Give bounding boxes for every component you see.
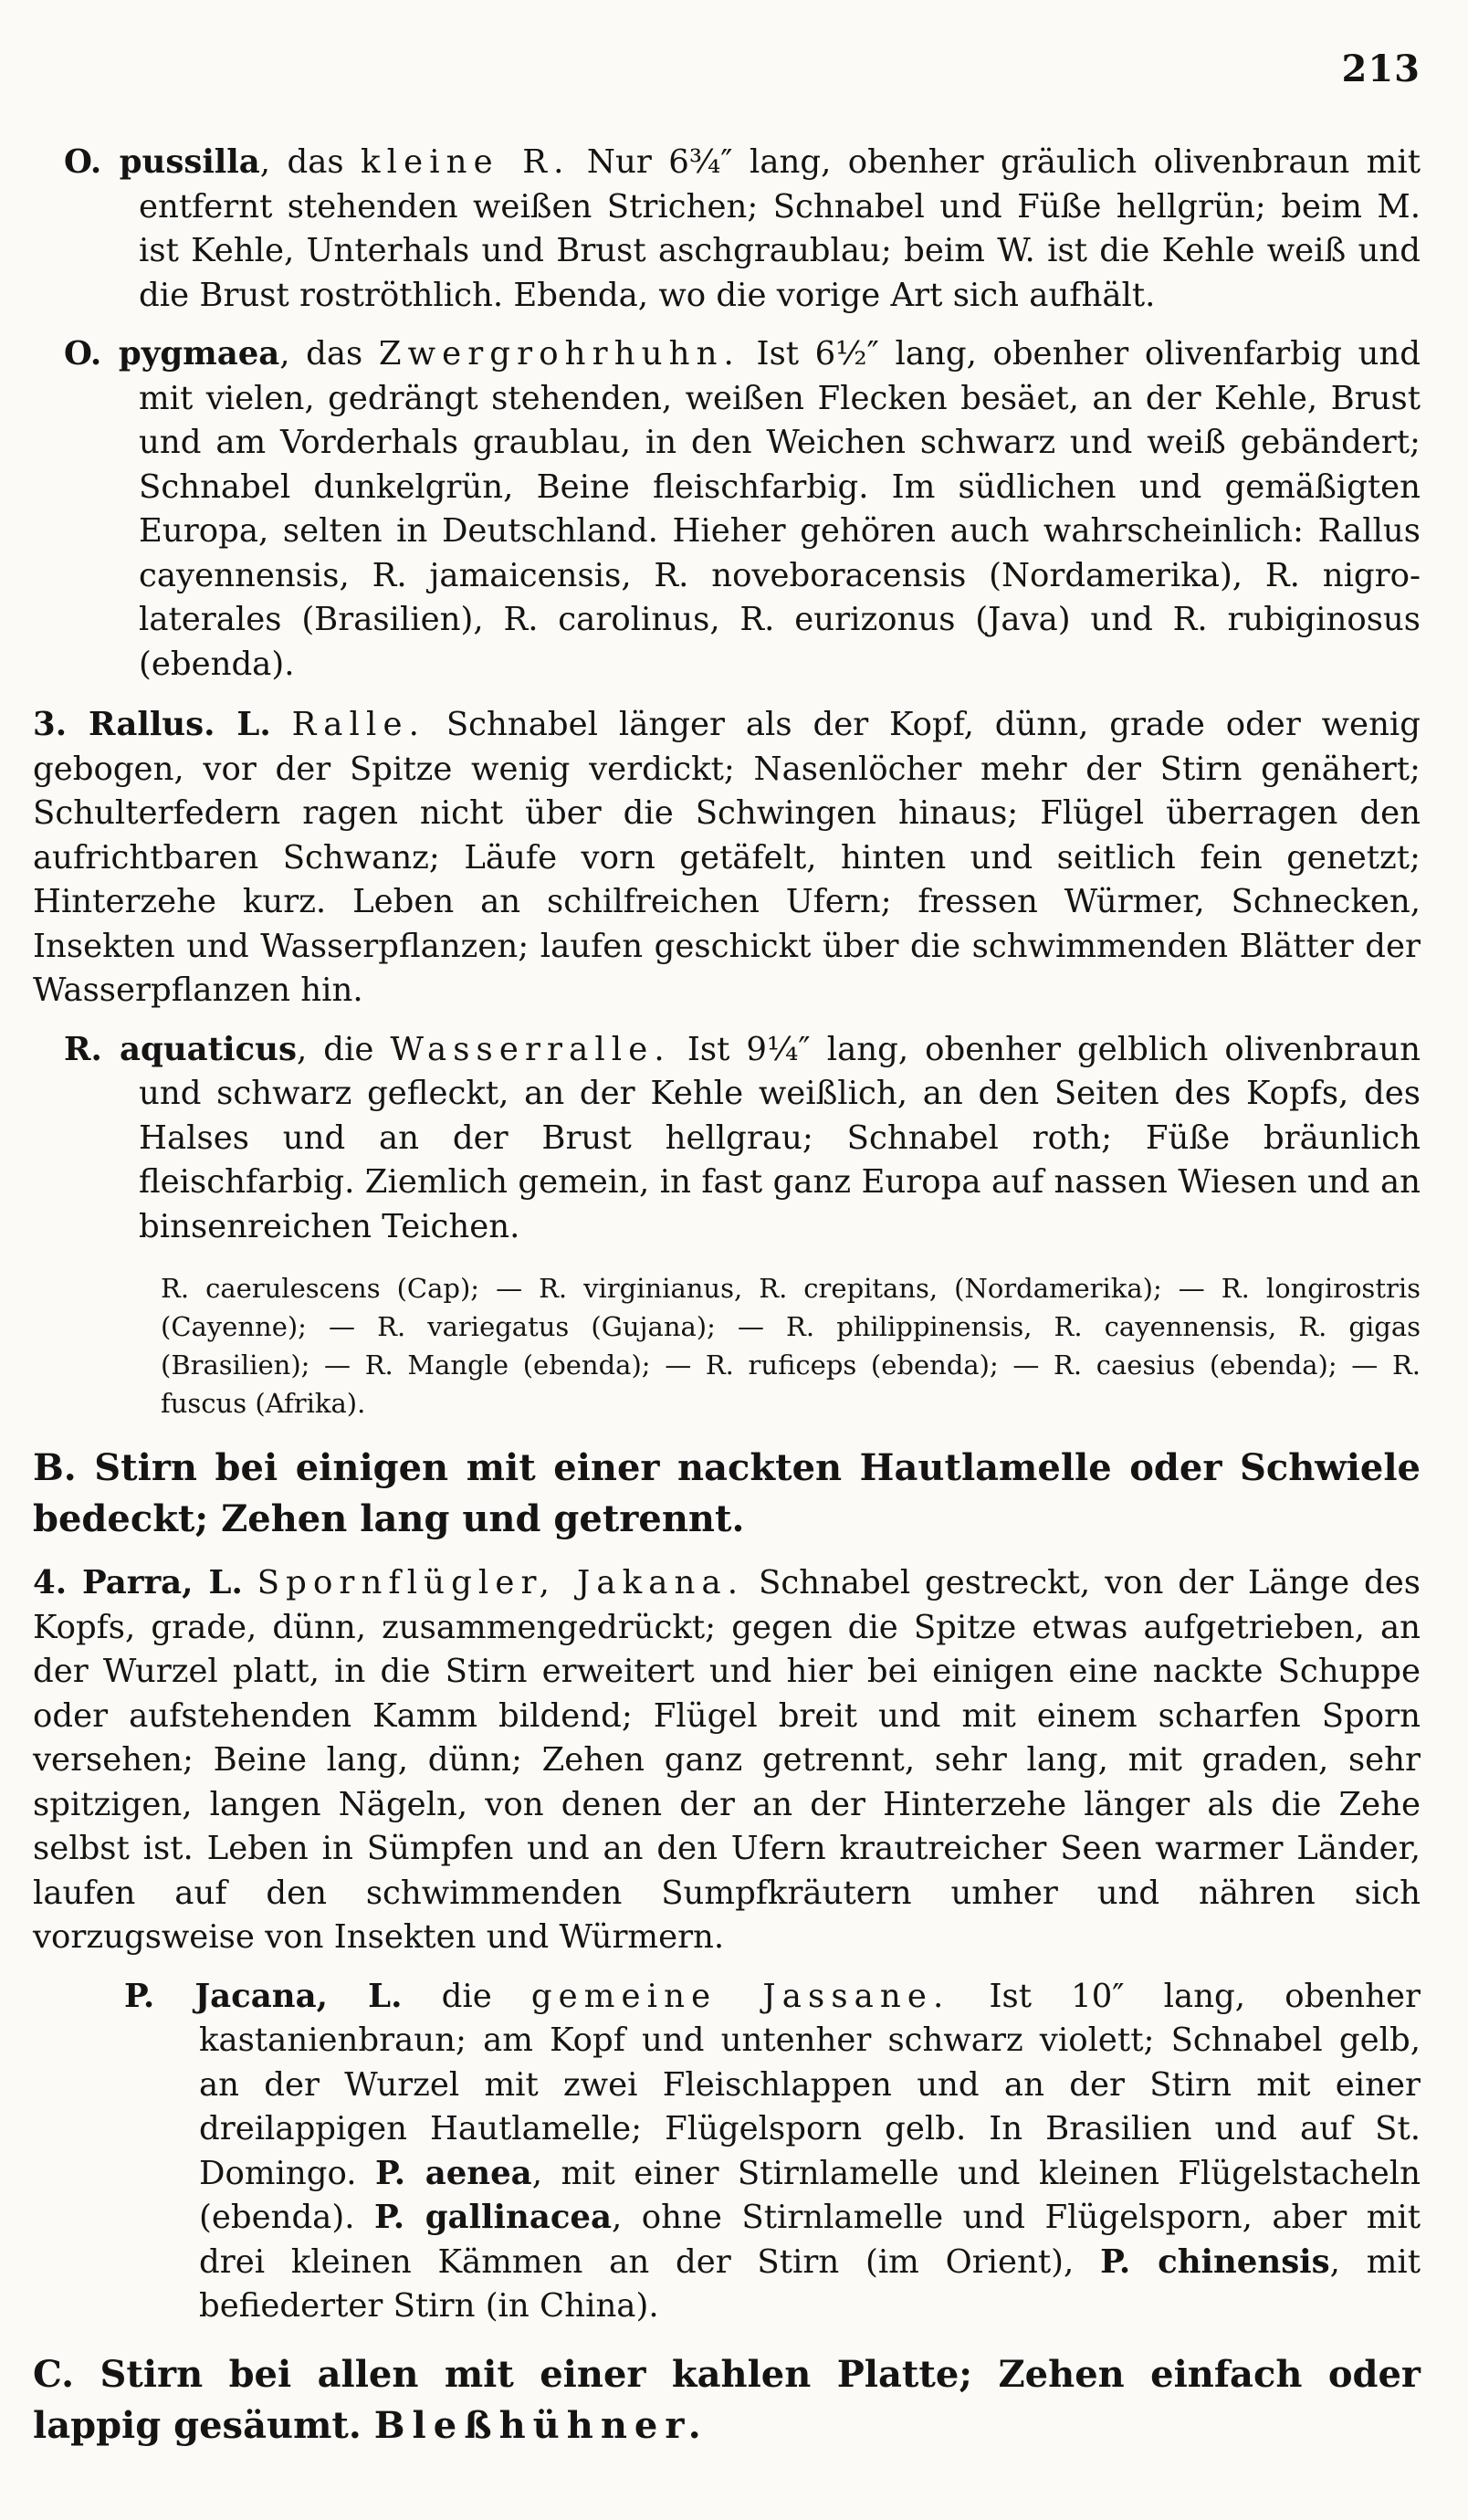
- common-name: kleine R.: [361, 143, 571, 181]
- entry-jacana: P. Jacana, L. die gemeine Jassane. Ist 10″ lang, obenher kastanienbraun; am Kopf und untenher schwarz violett; Schnabel gelb, an der Wurzel mit zwei Fleischlappen und an der Stirn mit einer dreilappigen Hautlamelle; Flügelsporn gelb. In Brasilien und auf St. Domingo. P. aenea, mit einer Stirnlamelle und kleinen Flügelstacheln (ebenda). P. gallinacea, ohne Stirnlamelle und Flügelsporn, aber mit drei kleinen Kämmen an der Stirn (im Orient), P. chinensis, mit befiederter Stirn (in China).: [124, 1977, 1421, 2325]
- section-c-heading: C. Stirn bei allen mit einer kahlen Platte; Zehen einfach oder lappig gesäumt. Bleßhühner.: [33, 2352, 1421, 2447]
- genus-rallus: [33, 703, 1421, 1013]
- common-name: Ralle.: [291, 706, 425, 743]
- species-name: R. aquaticus: [64, 1030, 297, 1068]
- section-b-heading: B. Stirn bei einigen mit einer nackten Hautlamelle oder Schwiele bedeckt; Zehen lang und getrennt.: [33, 1446, 1421, 1540]
- genus-parra: [33, 1561, 1421, 1960]
- description: Ist 10″ lang, obenher kastanienbraun; am Kopf und untenher schwarz violett; Schnabel gelb, an der Wurzel mit zwei Fleischlappen und an der Stirn mit einer dreilappigen Hautlamelle; Flügelsporn gelb. In Brasilien und auf St. Domingo.: [199, 1977, 1421, 2192]
- genus-name: 4. Parra, L.: [33, 1564, 243, 1601]
- species-name-chinensis: P. chinensis: [1100, 2242, 1330, 2281]
- common-name: Zwergrohrhuhn.: [378, 335, 740, 373]
- entry-pygmaea: O. pygmaea, das Zwergrohrhuhn. Ist 6½″ lang, obenher olivenfarbig und mit vielen, gedrängt stehenden, weißen Flecken besäet, an der Kehle, Brust und am Vorderhals graublau, in den Weichen schwarz und weiß gebändert; Schnabel dunkelgrün, Beine fleischfarbig. Im südlichen und gemäßigten Europa, selten in Deutschland. Hieher gehören auch wahrscheinlich: Rallus cayennensis, R. jamaicensis, R. noveboracensis (Nordamerika), R. nigro-laterales (Brasilien), R. carolinus, R. eurizonus (Java) und R. rubiginosus (ebenda).: [64, 335, 1421, 683]
- species-name-gallinacea: P. gallinacea: [373, 2199, 613, 2236]
- description: Schnabel gestreckt, von der Länge des Kopfs, grade, dünn, zusammengedrückt; gegen die Spitze etwas aufgetrieben, an der Wurzel platt, in die Stirn erweitert und hier bei einigen eine nackte Schuppe oder aufstehenden Kamm bildend; Flügel breit und mit einem scharfen Sporn versehen; Beine lang, dünn; Zehen ganz getrennt, sehr lang, mit graden, sehr spitzigen, langen Nägeln, von denen der an der Hinterzehe länger als die Zehe selbst ist. Leben in Sümpfen und an den Ufern krautreicher Seen warmer Länder, laufen auf den schwimmenden Sumpfkräutern umher und nähren sich vorzugsweise von Insekten und Würmern.: [33, 1564, 1421, 1956]
- common-name: Wasserralle.: [390, 1030, 671, 1068]
- entry-aquaticus: R. aquaticus, die Wasserralle. Ist 9¼″ lang, obenher gelblich olivenbraun und schwarz gefleckt, an der Kehle weißlich, an den Seiten des Kopfs, des Halses und an der Brust hellgrau; Schnabel roth; Füße bräunlich fleischfarbig. Ziemlich gemein, in fast ganz Europa auf nassen Wiesen und an binsenreichen Teichen.: [64, 1030, 1421, 1245]
- description: Schnabel länger als der Kopf, dünn, grade oder wenig gebogen, vor der Spitze wenig verdickt; Nasenlöcher mehr der Stirn genähert; Schulterfedern ragen nicht über die Schwingen hinaus; Flügel überragen den aufrichtbaren Schwanz; Läufe vorn getäfelt, hinten und seitlich fein genetzt; Hinterzehe kurz. Leben an schilfreichen Ufern; fressen Würmer, Schnecken, Insekten und Wasserpflanzen; laufen geschickt über die schwimmenden Blätter der Wasserpflanzen hin.: [33, 706, 1421, 1009]
- entry-pussilla: O. pussilla, das kleine R. Nur 6¾″ lang, obenher gräulich olivenbraun mit entfernt stehenden weißen Strichen; Schnabel und Füße hellgrün; beim M. ist Kehle, Unterhals und Brust aschgraublau; beim W. ist die Kehle weiß und die Brust roströthlich. Ebenda, wo die vorige Art sich aufhält.: [64, 143, 1421, 314]
- common-name: Spornflügler, Jakana.: [257, 1564, 745, 1601]
- species-name: P. Jacana, L.: [124, 1977, 403, 2015]
- page-content: [33, 141, 1421, 2452]
- species-name-aenea: P. aenea: [374, 2154, 532, 2192]
- species-name: O. pussilla: [64, 143, 260, 181]
- page-number: 213: [1341, 47, 1421, 90]
- description: Nur 6¾″ lang, obenher gräulich olivenbraun mit entfernt stehenden weißen Strichen; Schnabel und Füße hellgrün; beim M. ist Kehle, Unterhals und Brust aschgraublau; beim W. ist die Kehle weiß und die Brust roströthlich. Ebenda, wo die vorige Art sich aufhält.: [139, 143, 1421, 314]
- species-name: O. pygmaea: [64, 335, 280, 373]
- common-name: Bleßhühner.: [373, 2403, 708, 2447]
- genus-name: 3. Rallus. L.: [33, 706, 271, 743]
- description: Ist 9¼″ lang, obenher gelblich olivenbraun und schwarz gefleckt, an der Kehle weißlich, an den Seiten des Kopfs, des Halses und an der Brust hellgrau; Schnabel roth; Füße bräunlich fleischfarbig. Ziemlich gemein, in fast ganz Europa auf nassen Wiesen und an binsenreichen Teichen.: [139, 1030, 1421, 1245]
- description: Ist 6½″ lang, obenher olivenfarbig und mit vielen, gedrängt stehenden, weißen Flecken besäet, an der Kehle, Brust und am Vorderhals graublau, in den Weichen schwarz und weiß gebändert; Schnabel dunkelgrün, Beine fleischfarbig. Im südlichen und gemäßigten Europa, selten in Deutschland. Hieher gehören auch wahrscheinlich: Rallus cayennensis, R. jamaicensis, R. noveboracensis (Nordamerika), R. nigro-laterales (Brasilien), R. carolinus, R. eurizonus (Java) und R. rubiginosus (ebenda).: [139, 335, 1421, 683]
- rallus-species-list: R. caerulescens (Cap); — R. virginianus, R. crepitans, (Nordamerika); — R. longirostris (Cayenne); — R. variegatus (Gujana); — R. philippinensis, R. cayennensis, R. gigas (Brasilien); — R. Mangle (ebenda); — R. ruficeps (ebenda); — R. caesius (ebenda); — R. fuscus (Afrika).: [161, 1273, 1421, 1419]
- common-name: gemeine Jassane.: [530, 1977, 950, 2015]
